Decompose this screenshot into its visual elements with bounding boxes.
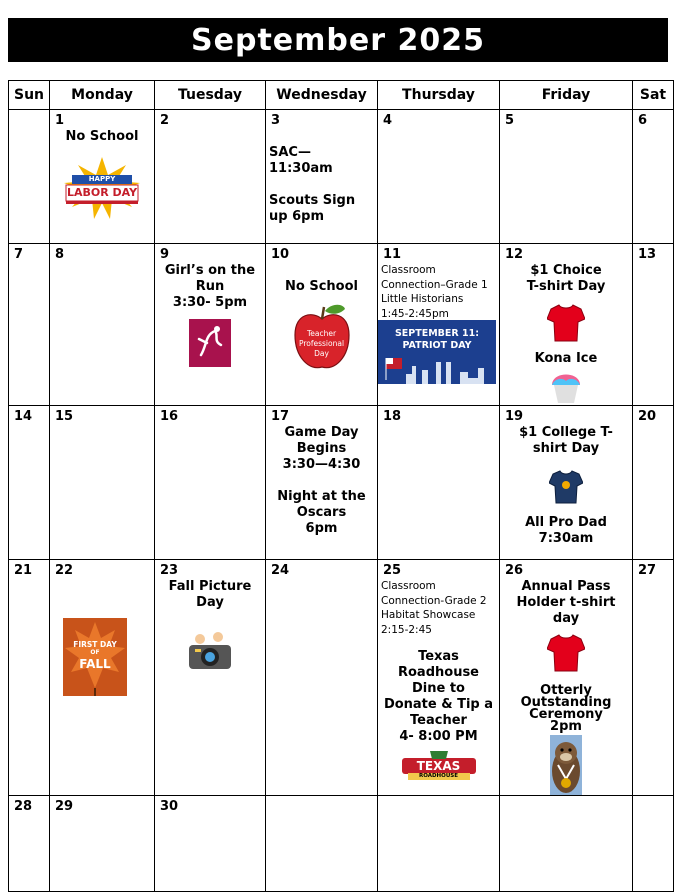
week-row-1: [9, 110, 674, 244]
day-number: 1: [55, 113, 65, 128]
day-cell-27: [633, 560, 674, 796]
day-number: 7: [14, 247, 24, 262]
event-text: Dine to: [412, 681, 465, 696]
event-text: Otterly: [540, 683, 592, 698]
event-text: 4- 8:00 PM: [399, 729, 478, 744]
day-cell-26: [500, 560, 633, 796]
event-text: Teacher: [410, 713, 467, 728]
labor-day-image: [62, 157, 142, 219]
fall-text: FALL: [79, 657, 111, 671]
patriot-day-text: SEPTEMBER 11:: [394, 328, 480, 339]
texas-text: ROADHOUSE: [418, 773, 459, 779]
day-cell-30: [155, 796, 266, 892]
event-text: Girl’s on the: [164, 263, 256, 278]
day-number: 27: [638, 563, 657, 578]
event-text: Donate & Tip a: [383, 697, 494, 712]
day-number: 20: [638, 409, 657, 424]
day-cell-18: [378, 406, 500, 560]
apple-image: [291, 301, 353, 373]
day-cell-17: [266, 406, 378, 560]
day-number: 21: [14, 563, 33, 578]
day-cell-22: [50, 560, 155, 796]
tshirt-icon: [547, 303, 585, 343]
apple-text: Teacher: [306, 329, 337, 338]
day-cell-12: [500, 244, 633, 406]
day-cell-10: [266, 244, 378, 406]
week-row-2: [9, 244, 674, 406]
fall-text: FIRST DAY: [73, 640, 117, 649]
day-cell-28: [9, 796, 50, 892]
day-cell-13: [633, 244, 674, 406]
event-text: Scouts Sign: [269, 193, 356, 208]
event-text: $1 College T-: [519, 425, 613, 440]
event-text: SAC—: [269, 145, 311, 160]
day-cell-empty: [633, 796, 674, 892]
day-number: 29: [55, 799, 74, 814]
event-text: Fall Picture: [168, 579, 252, 594]
event-text: 2:15-2:45: [381, 623, 432, 636]
day-cell-8: [50, 244, 155, 406]
event-text: day: [552, 611, 580, 626]
day-cell-empty: [266, 796, 378, 892]
day-cell-empty: [378, 796, 500, 892]
week-row-3: [9, 406, 674, 560]
day-number: 8: [55, 247, 65, 262]
weekday-tuesday: Tuesday: [155, 81, 266, 110]
day-number: 6: [638, 113, 648, 128]
event-text: Connection-Grade 2: [381, 594, 487, 607]
calendar-title: September 2025: [8, 18, 668, 62]
texas-text: TEXAS: [416, 759, 461, 773]
event-text: 2pm: [550, 719, 582, 734]
day-number: 11: [383, 247, 402, 262]
day-cell-20: [633, 406, 674, 560]
event-text: $1 Choice: [530, 263, 602, 278]
day-cell-19: [500, 406, 633, 560]
event-text: Game Day: [284, 425, 359, 440]
otter-medal-image: [544, 735, 588, 795]
event-text: 3:30- 5pm: [172, 295, 248, 310]
day-number: 25: [383, 563, 402, 578]
day-cell-3: [266, 110, 378, 244]
day-number: 15: [55, 409, 74, 424]
event-text: up 6pm: [269, 209, 324, 224]
weekday-sun: Sun: [9, 81, 50, 110]
event-text: Ceremony: [529, 707, 603, 722]
kona-ice-icon: [548, 369, 584, 405]
event-text: No School: [65, 129, 139, 144]
week-row-5: [9, 796, 674, 892]
event-text: Classroom: [381, 264, 436, 276]
event-text: 3:30—4:30: [282, 457, 361, 472]
day-cell-23: [155, 560, 266, 796]
day-number: 3: [271, 113, 281, 128]
weekday-thursday: Thursday: [378, 81, 500, 110]
tshirt-icon: [547, 633, 585, 673]
day-cell-25: [378, 560, 500, 796]
event-text: Habitat Showcase: [381, 609, 476, 621]
labor-day-text: LABOR DAY: [66, 186, 138, 199]
calendar-grid: [8, 80, 674, 892]
day-number: 23: [160, 563, 179, 578]
weekday-sat: Sat: [633, 81, 674, 110]
day-number: 19: [505, 409, 524, 424]
day-cell-6: [633, 110, 674, 244]
weekday-header-row: [9, 81, 674, 110]
day-number: 12: [505, 247, 524, 262]
day-number: 5: [505, 113, 515, 128]
first-day-of-fall-image: [63, 618, 127, 696]
day-number: 13: [638, 247, 657, 262]
event-text: T-shirt Day: [526, 279, 606, 294]
event-text: 6pm: [305, 521, 338, 536]
event-text: Kona Ice: [534, 351, 598, 366]
day-number: 4: [383, 113, 393, 128]
labor-day-text: HAPPY: [88, 175, 116, 183]
day-number: 14: [14, 409, 33, 424]
runner-logo: [189, 319, 231, 367]
apple-text: Day: [314, 349, 329, 358]
day-cell-empty: [500, 796, 633, 892]
event-text: Annual Pass: [521, 579, 611, 594]
day-number: 30: [160, 799, 179, 814]
day-cell-15: [50, 406, 155, 560]
college-tshirt-icon: [549, 469, 583, 505]
day-cell-1: [50, 110, 155, 244]
event-text: Day: [196, 595, 224, 610]
event-text: Run: [195, 279, 225, 294]
event-text: Texas: [418, 649, 459, 664]
patriot-day-image: [378, 320, 496, 384]
day-number: 2: [160, 113, 170, 128]
patriot-day-text: PATRIOT DAY: [402, 340, 472, 351]
day-cell-5: [500, 110, 633, 244]
day-number: 26: [505, 563, 524, 578]
event-text: 7:30am: [538, 531, 594, 546]
day-cell-21: [9, 560, 50, 796]
event-text: Holder t-shirt: [516, 595, 616, 610]
event-text: Begins: [296, 441, 347, 456]
day-number: 18: [383, 409, 402, 424]
day-number: 9: [160, 247, 170, 262]
day-number: 17: [271, 409, 290, 424]
event-text: Outstanding: [520, 695, 612, 710]
event-text: shirt Day: [532, 441, 600, 456]
camera-icon: [187, 631, 233, 675]
texas-roadhouse-logo: [400, 751, 478, 781]
event-text: Little Historians: [381, 293, 464, 305]
day-number: 16: [160, 409, 179, 424]
event-text: Classroom: [381, 580, 436, 592]
event-text: Oscars: [296, 505, 347, 520]
day-cell-7: [9, 244, 50, 406]
day-number: 10: [271, 247, 290, 262]
event-text: 1:45-2:45pm: [381, 307, 449, 320]
day-cell-11: [378, 244, 500, 406]
day-number: 22: [55, 563, 74, 578]
day-cell-2: [155, 110, 266, 244]
weekday-wednesday: Wednesday: [266, 81, 378, 110]
weekday-friday: Friday: [500, 81, 633, 110]
apple-text: Professional: [298, 339, 345, 348]
event-text: No School: [285, 279, 358, 294]
weekday-monday: Monday: [50, 81, 155, 110]
day-cell-14: [9, 406, 50, 560]
event-text: All Pro Dad: [525, 515, 607, 530]
day-cell-24: [266, 560, 378, 796]
day-number: 28: [14, 799, 33, 814]
event-text: 11:30am: [269, 161, 333, 176]
event-text: Roadhouse: [397, 665, 479, 680]
week-row-4: [9, 560, 674, 796]
day-cell-29: [50, 796, 155, 892]
event-text: Connection–Grade 1: [381, 278, 488, 291]
day-number: 24: [271, 563, 290, 578]
event-text: Night at the: [277, 489, 366, 504]
day-cell-empty: [9, 110, 50, 244]
day-cell-16: [155, 406, 266, 560]
day-cell-9: [155, 244, 266, 406]
day-cell-4: [378, 110, 500, 244]
fall-text: OF: [90, 649, 100, 656]
